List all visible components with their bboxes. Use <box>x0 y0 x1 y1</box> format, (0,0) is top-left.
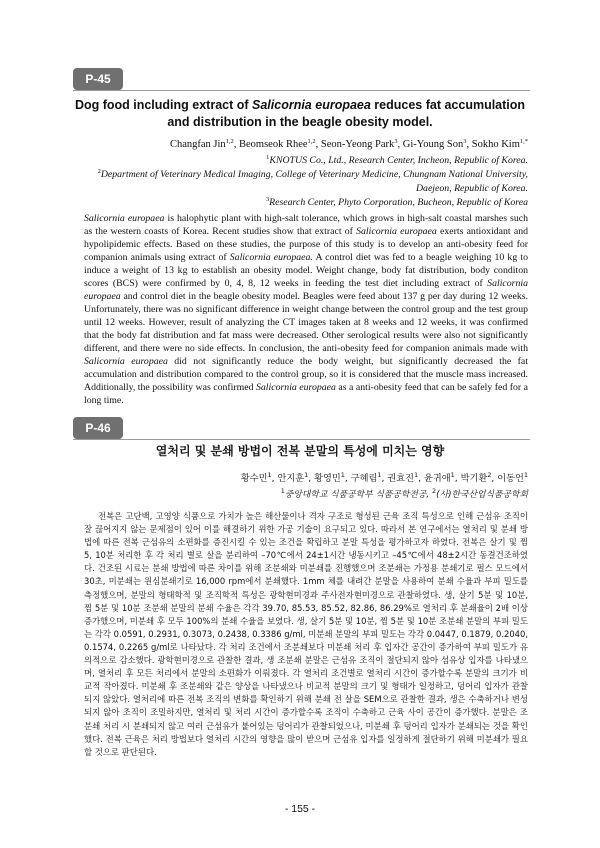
abstract-paragraph: 전복은 고단백, 고영양 식품으로 가치가 높은 해산물이나 격자 구조로 형성된 근육 조직 특성으로 인해 근섬유 조직이 잘 끊어지지 않는 문제점이 있어 이를 해결하기 위한 가공 기술이 요구되고 있다. 따라서 본 연구에서는 열처리 및 분쇄 방법에 따른 전복 근섬유의 소편화를 증진시킬 수 있는 조건을 확립하고 분말 특성을 평가하고자 하였다. 전복은 살기 및 찜 5, 10분 처리한 후 각 처리 별로 살을 분리하여 –70℃에서 24±1시간 냉동시키고 –45℃에서 48±2시간 동결건조하였다. 건조된 시료는 분쇄 방법에 따른 차이를 위해 조분쇄와 미분쇄를 진행했으며 조분쇄는 가정용 분쇄기로 펄스 모드에서 30초, 미분쇄는 원심분쇄기로 16,000 rpm에서 분쇄했다. 1mm 체를 내려간 분말을 사용하여 분쇄 수율과 부피 밀도를 측정했으며, 분말의 형태학적 및 조직학적 특성은 광학현미경과 주사전자현미경으로 관찰하였다. 생, 살기 5분 및 10분, 찜 5분 및 10분 조분쇄 분말의 분쇄 수율은 각각 39.70, 85.53, 85.52, 82.86, 86.29%로 열처리 후 분쇄율이 2배 이상 증가했으며, 미분쇄 후 모두 100%의 분쇄 수율을 보였다. 생, 살기 5분 및 10분, 찜 5분 및 10분 조분쇄 분말의 부피 밀도는 각각 0.0591, 0.2931, 0.3073, 0.2438, 0.3386 g/ml, 미분쇄 분말의 부피 밀도는 각각 0.0447, 0.1879, 0.2040, 0.1574, 0.2265 g/ml로 나타났다. 각 처리 조건에서 조분쇄보다 미분쇄 처리 후 입자간 공간이 증가하여 부피 밀도가 유의적으로 감소했다. 광학현미경으로 관찰한 결과, 생 조분쇄 분말은 근섬유 조직이 절단되지 않아 섬유상 입자를 나타냈으며, 열처리 후 모든 처리에서 분말의 소편화가 이뤄졌다. 각 열처리 조건별로 열처리 시간이 증가할수록 분말의 크기가 비교적 작아졌다. 미분쇄 후 조분쇄와 같은 양상을 나타냈으나 비교적 분말의 크기 및 형태가 일정하고, 덩어리 입자가 관찰되지 않았다. 열처리에 따른 전복 조직의 변화를 확인하기 위해 분쇄 전 살을 SEM으로 관찰한 결과, 생은 수축하거나 변성되지 않아 조직이 조밀하지만, 열처리 및 처리 시간이 증가할수록 조직이 수축하고 근육 사이 공간이 증가했다. 분말은 조분쇄 처리 시 분쇄되지 않고 여러 근섬유가 붙어있는 덩어리가 관찰되었으나, 미분쇄 후 덩어리 입자가 분쇄되는 것을 확인했다. 전복 근육은 처리 방법보다 열처리 시간의 영향을 많이 받으며 근섬유 입자를 일정하게 절단하기 위해 미분쇄가 필요할 것으로 판단된다. <box>84 511 528 757</box>
title-part: reduces fat accumulation and distribution in the beagle obesity model. <box>167 98 526 129</box>
abstract-text: and control diet in the beagle obesity model. Beagles were feed about 137 g per day during 12 weeks. Unfortunately, there was no significant difference in weight change between the control group and the test group until 12 weeks. However, result of analyzing the CT images taken at 8 weeks and 12 weeks, it was confirmed that the body fat distribution and fat mass were decreased. Other serological results were also not significantly different, and there were no side effects. In conclusion, the anti-obesity feed for companion animals made with <box>84 291 528 354</box>
author-affil-mark: 1 <box>377 471 382 479</box>
author-name: 박기환 <box>460 473 488 484</box>
author-name: 권효진 <box>387 473 414 484</box>
abstract-body <box>84 212 528 407</box>
author-affil-mark: 2 <box>487 471 492 479</box>
species-name: Salicornia europaea <box>84 213 165 224</box>
section-rule <box>73 90 530 91</box>
author-sep: , <box>491 473 498 484</box>
abstract-badge: P-45 <box>73 68 123 90</box>
affil-text: KNOTUS Co., Ltd., Research Center, Incheon, Republic of Korea. <box>269 155 528 166</box>
affil-text: (사)한국산업식품공학회 <box>436 490 528 500</box>
species-name: Salicornia europaea <box>256 382 336 393</box>
abstract-text: is halophytic plant with high-salt tolerance, which grows in high-salt coastal marshes such as the western coasts of Korea. Recent studies show that extract of <box>84 213 529 237</box>
author-affil-mark: 1,2 <box>307 138 316 145</box>
abstract-title <box>70 97 530 131</box>
author-sep: , <box>233 139 240 150</box>
title-species: Salicornia europaea <box>252 98 371 112</box>
author-name: Beomseok Rhee <box>239 139 308 150</box>
author-affil-mark: 3 <box>394 138 398 145</box>
author-name: Seon-Yeong Park <box>320 139 395 150</box>
affil-mark: 1 <box>280 487 285 495</box>
page-number: - 155 - <box>284 803 316 815</box>
affiliation-list <box>70 154 528 210</box>
abstract-text: exerts antioxidant and hypolipidemic effects. Based on these studies, the purpose of this study is to develop an anti-obesity feed for companion animals using extract of <box>84 226 529 263</box>
author-affil-mark: 1,2 <box>225 138 234 145</box>
author-name: Changfan Jin <box>169 139 226 150</box>
author-name: Sokho Kim <box>471 139 520 150</box>
species-name: Salicornia europaea <box>356 226 437 237</box>
affil-mark: 3 <box>265 196 270 203</box>
affil-mark: 2 <box>432 487 437 495</box>
author-sep: , <box>381 473 388 484</box>
author-name: 황영민 <box>314 473 341 484</box>
author-sep: , <box>418 473 424 484</box>
author-sep: , <box>397 139 403 150</box>
author-sep: , <box>344 473 351 484</box>
author-name: 황수민 <box>240 473 268 484</box>
author-affil-mark: 1 <box>340 471 345 479</box>
abstract-title: 열처리 및 분쇄 방법이 전복 분말의 특성에 미치는 영향 <box>155 444 445 458</box>
author-affil-mark: 1 <box>267 471 272 479</box>
section-rule <box>73 439 530 440</box>
abstract-text: A control diet was fed to a beagle weighing 10 kg to induce a weight of 13 kg to establish an obesity model. Weight change, body fat distribution, body conditon scores (BCS) were confirmed by 0, 4, 8, 12 weeks in feeding the test diet including extract of <box>84 252 528 289</box>
affil-text: Research Center, Phyto Corporation, Bucheon, Republic of Korea <box>269 197 528 208</box>
author-name: 안지훈 <box>277 473 305 484</box>
affiliation <box>70 168 528 196</box>
author-name: 이동언 <box>497 473 524 484</box>
abstract-text: as a anti-obesity feed that can be safely fed for a long time. <box>84 382 528 406</box>
species-name: Salicornia europaea. <box>229 252 313 263</box>
author-sep: , <box>466 139 472 150</box>
author-affil-mark: 1 <box>413 471 419 479</box>
affil-text: 중앙대학교 식품공학부 식품공학전공, <box>284 490 433 500</box>
affiliation-list <box>70 488 528 502</box>
author-list <box>70 472 528 486</box>
abstract-text: did not significantly reduce the body weight, but significantly decreased the fat accumulation and distribution compared to the control group, so it is considered that the muscle mass increased. Additionally, the possibility was confirmed <box>84 356 529 393</box>
author-affil-mark: 1 <box>450 471 455 479</box>
author-name: 구혜림 <box>350 473 378 484</box>
author-name: Gi-Young Son <box>402 139 464 150</box>
author-affil-mark: 3 <box>463 138 467 145</box>
author-name: 윤귀애 <box>423 473 451 484</box>
abstract-badge: P-46 <box>73 417 123 439</box>
affiliation <box>70 154 528 168</box>
affiliation <box>70 196 528 210</box>
author-list <box>70 138 528 152</box>
author-affil-mark: 1 <box>304 471 309 479</box>
author-sep: , <box>454 473 461 484</box>
affil-mark: 2 <box>97 168 101 175</box>
abstract-body <box>84 510 528 759</box>
species-name: Salicornia europaea <box>84 278 528 302</box>
abstract-paragraph <box>84 212 528 407</box>
author-sep: , <box>315 139 321 150</box>
title-part: Dog food including extract of <box>74 98 253 112</box>
author-sep: , <box>308 473 315 484</box>
species-name: Salicornia europaea <box>84 356 168 367</box>
affiliation <box>280 487 528 500</box>
affil-text: Department of Veterinary Medical Imaging, College of Veterinary Medicine, Chungnam National University, Daejeon, Republic of Korea. <box>100 169 528 194</box>
author-affil-mark: 1,* <box>519 138 528 145</box>
author-sep: , <box>271 473 278 484</box>
affil-mark: 1 <box>266 154 270 161</box>
author-affil-mark: 1 <box>523 471 528 479</box>
